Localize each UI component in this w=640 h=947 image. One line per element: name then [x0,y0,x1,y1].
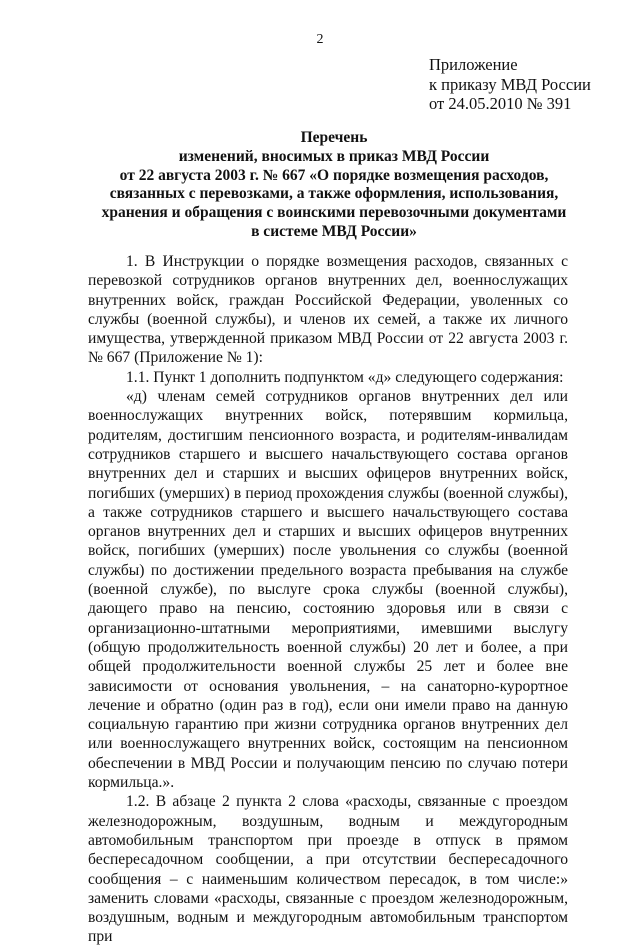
heading-line-4: связанных с перевозками, а также оформления, использования, [109,185,559,203]
heading-line-5: хранения и обращения с воинскими перевозочными документами [101,204,567,222]
paragraph-item-1: 1. В Инструкции о порядке возмещения расходов, связанных с перевозкой сотрудников органов внутренних дел, военнослужащих внутренних войск, граждан Российской Федерации, уволенных со службы (военной службы), и членов их семей, а также их личного имущества, утвержденной приказом МВД России от 22 августа 2003 г. № 667 (Приложение № 1): [88,253,568,367]
document-heading [68,129,600,242]
paragraph-item-1-1: 1.1. Пункт 1 дополнить подпунктом «д» следующего содержания: [126,368,564,386]
paragraph-item-1-2: 1.2. В абзаце 2 пункта 2 слова «расходы, связанные с проездом железнодорожным, воздушным, водным и междугородным автомобильным транспортом при проезде в отпуск в прямом беспересадочном сообщении, а при отсутствии беспересадочного сообщения – с наименьшим количеством пересадок, в том числе:» заменить словами «расходы, связанные с проездом железнодорожным, воздушным, водным и междугородным автомобильным транспортом при [88,793,568,946]
heading-line-1: Перечень [300,129,368,146]
heading-line-2: изменений, вносимых в приказ МВД России [178,147,490,165]
page-number: 2 [316,32,324,47]
appendix-line-3: от 24.05.2010 № 391 [429,94,572,113]
heading-line-3: от 22 августа 2003 г. № 667 «О порядке возмещения расходов, [119,166,549,184]
heading-line-6: в системе МВД России» [251,222,417,240]
appendix-line-2: к приказу МВД России [429,74,591,94]
appendix-block [429,55,591,114]
document-body [88,252,568,947]
appendix-line-1: Приложение [429,55,518,74]
paragraph-subitem-d: «д) членам семей сотрудников органов внутренних дел или военнослужащих внутренних войск, потерявшим кормильца, родителям, достигшим пенсионного возраста, и родителям-инвалидам сотрудников старшего и высшего начальствующего состава органов внутренних дел и старших и высших офицеров внутренних войск, погибших (умерших) в период прохождения службы (военной службы), а также сотрудников старшего и высшего начальствующего состава органов внутренних дел и старших и высших офицеров внутренних войск, погибших (умерших) после увольнения со службы (военной службы) по достижении предельного возраста пребывания на службе (военной службе), по выслуге срока службы (военной службы), дающего право на пенсию, состоянию здоровья или в связи с организационно-штатными мероприятиями, имевшими выслугу (общую продолжительность военной службы) 20 лет и более, а при общей продолжительности военной службы 25 лет и более вне зависимости от основания увольнения, – на санаторно-курортное лечение и обратно (один раз в год), если они имели право на данную социальную гарантию при жизни сотрудника органов внутренних дел или военнослужащего внутренних войск, состоящим на пенсионном обеспечении в МВД России и получающим пенсию по случаю потери кормильца.». [88,388,568,792]
